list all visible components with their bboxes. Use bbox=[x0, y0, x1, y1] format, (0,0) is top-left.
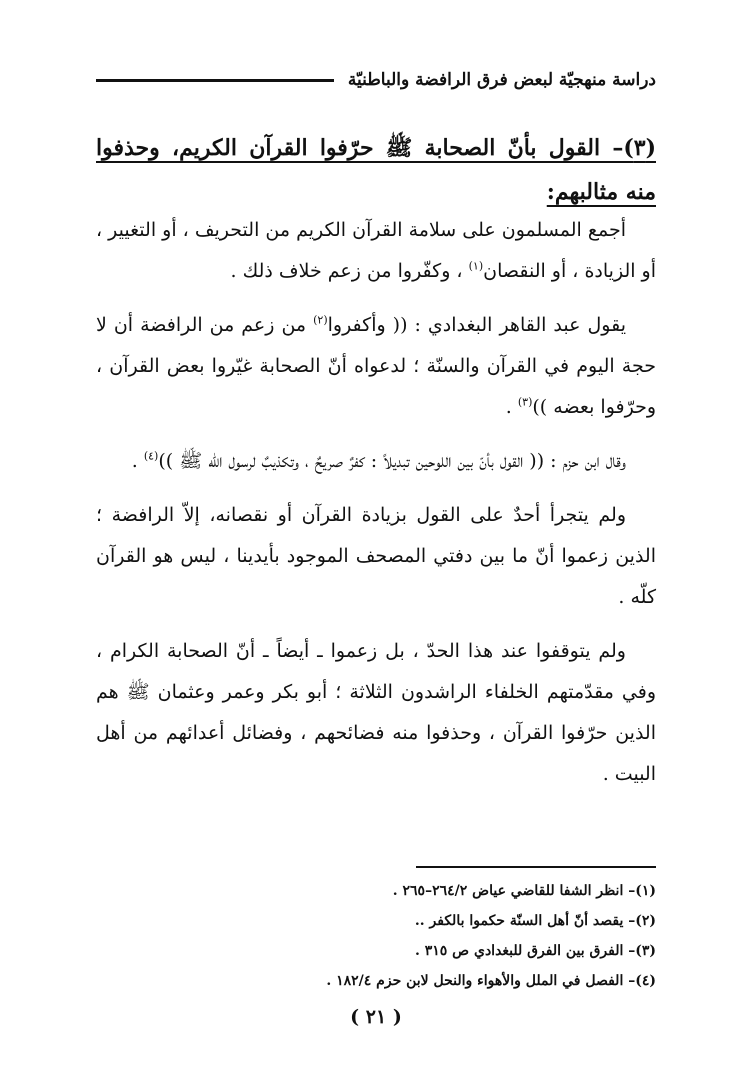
p2-start: يقول عبد القاهر البغدادي : (( وأكفروا bbox=[327, 314, 626, 336]
footnote-1: (١)– انظر الشفا للقاضي عياض ٢٦٤/٢–٢٦٥ . bbox=[392, 883, 656, 899]
p1-end: ، وكفّروا من زعم خلاف ذلك . bbox=[230, 260, 469, 282]
p3-start: وقال ابن حزم : (( القول بأنّ بين اللوحين تبديلاً : كفرٌ صريحٌ ، وتكذيبٌ لرسول الله ﷺ )) bbox=[158, 450, 626, 472]
p1-text: أجمع المسلمون على سلامة القرآن الكريم من التحريف ، أو التغيير ، أو الزيادة ، أو النقصان bbox=[96, 219, 656, 282]
body-text bbox=[96, 210, 656, 808]
running-title: دراسة منهجيّة لبعض فرق الرافضة والباطنيّة bbox=[347, 70, 656, 90]
footnotes bbox=[96, 876, 656, 996]
p3-end: . bbox=[131, 450, 144, 472]
paragraph-4: ولم يتجرأ أحدٌ على القول بزيادة القرآن أو نقصانه، إلاّ الرافضة ؛ الذين زعموا أنّ ما بين دفتي المصحف الموجود بأيدينا ، ليس هو القرآن كلّه . bbox=[96, 504, 656, 608]
footnote-2: (٢)– يقصد أنّ أهل السنّة حكموا بالكفر .. bbox=[414, 913, 656, 929]
header-rule bbox=[96, 79, 334, 82]
footnote-3: (٣)– الفرق بين الفرق للبغدادي ص ٣١٥ . bbox=[415, 943, 656, 959]
heading-line-2: منه مثالبهم: bbox=[546, 179, 656, 205]
footnote-rule bbox=[416, 866, 656, 868]
heading-line-1: (٣)– القول بأنّ الصحابة ﷺ حرّفوا القرآن الكريم، وحذفوا bbox=[96, 135, 656, 161]
footnote-ref-4: (٤) bbox=[143, 449, 159, 463]
page-number: ( ٢١ ) bbox=[350, 1006, 402, 1028]
p2-end: . bbox=[505, 396, 518, 418]
footnote-ref-1: (١) bbox=[468, 259, 484, 273]
p2-mid: من زعم من الرافضة أن لا حجة اليوم في القرآن والسنّة ؛ لدعواه أنّ الصحابة غيّروا بعض القرآن ، وحرّفوا بعضه )) bbox=[96, 314, 656, 418]
paragraph-3 bbox=[96, 441, 656, 482]
footnote-ref-3: (٣) bbox=[517, 395, 533, 409]
footnote-ref-2: (٢) bbox=[313, 313, 328, 327]
section-heading bbox=[96, 126, 656, 214]
paragraph-1 bbox=[96, 210, 656, 292]
footnote-4: (٤)– الفصل في الملل والأهواء والنحل لابن حزم ١٨٢/٤ . bbox=[326, 973, 656, 989]
running-header bbox=[96, 60, 656, 100]
paragraph-2 bbox=[96, 305, 656, 428]
paragraph-5: ولم يتوقفوا عند هذا الحدّ ، بل زعموا ـ أيضاً ـ أنّ الصحابة الكرام ، وفي مقدّمتهم الخلفاء الراشدون الثلاثة ؛ أبو بكر وعمر وعثمان ﷺ هم الذين حرّفوا القرآن ، وحذفوا منه فضائحهم ، وفضائل أعدائهم من أهل البيت . bbox=[96, 640, 656, 785]
